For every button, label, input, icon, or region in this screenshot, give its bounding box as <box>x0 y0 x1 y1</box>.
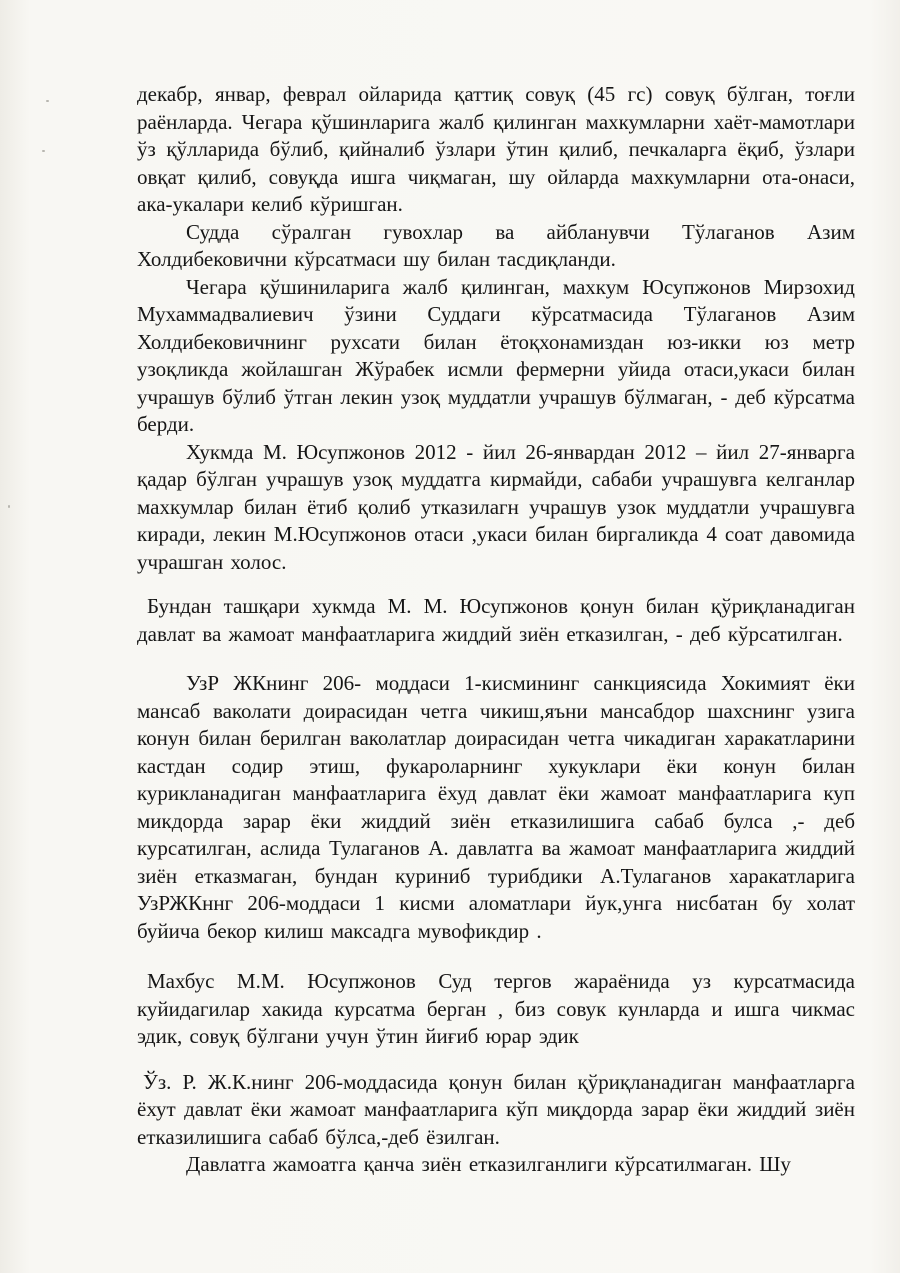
paragraph: Ўз. Р. Ж.К.нинг 206-моддасида қонун билан қўриқланадиган манфаатларга ёхут давлат ёки жамоат манфаатларига кўп миқдорда зарар ёки жиддий зиён етказилишига сабаб бўлса,-деб ёзилган. <box>137 1069 855 1149</box>
scan-speck <box>42 150 45 152</box>
scan-speck <box>8 505 10 508</box>
paragraph: Судда сўралган гувохлар ва айбланувчи Тўлаганов Азим Холдибековични кўрсатмаси шу билан тасдиқланди. <box>137 219 855 271</box>
paragraph: Чегара қўшиниларига жалб қилинган, махкум Юсупжонов Мирзохид Мухаммадвалиевич ўзини Суддаги кўрсатмасида Тўлаганов Азим Холдибековичнинг рухсати билан ётоқхонамиздан юз-икки юз метр узоқликда жойлашган Жўрабек исмли фермерни уйида отаси,укаси билан учрашув бўлиб ўтган лекин узоқ муддатли учрашув бўлмаган, - деб кўрсатма берди. <box>137 274 855 436</box>
paragraph: декабр, январ, феврал ойларида қаттиқ совуқ (45 гс) совуқ бўлган, тоғли раёнларда. Чегара қўшинларига жалб қилинган махкумларни хаёт-мамотлари ўз қўлларида бўлиб, қийналиб ўзлари ўтин қилиб, печкаларга ёқиб, ўзлари овқат қилиб, совуқда ишга чиқмаган, шу ойларда махкумларни ота-онаси, ака-укалари келиб кўришган. <box>137 82 855 216</box>
scan-speck <box>46 100 49 102</box>
paragraph: Бундан ташқари хукмда М. М. Юсупжонов қонун билан қўриқланадиган давлат ва жамоат манфаатларига жиддий зиён етказилган, - деб кўрсатилган. <box>137 594 855 646</box>
paragraph: УзР ЖКнинг 206- моддаси 1-кисмининг санкциясида Хокимият ёки мансаб ваколати доирасидан четга чикиш,яъни мансабдор шахснинг узига конун билан берилган ваколатлар доирасидан четга чикадиган харакатларини кастдан содир этиш, фукароларнинг хукуклари ёки конун билан курикланадиган манфаатларига ёхуд давлат ёки жамоат манфаатларига куп микдорда зарар ёки жиддий зиён етказилишига сабаб булса ,- деб курсатилган, аслида Тулаганов А. давлатга ва жамоат манфаатларига жиддий зиён етказмаган, бундан куриниб турибдики А.Тулаганов харакатларига УзРЖКннг 206-моддаси 1 кисми аломатлари йук,унга нисбатан бу холат буйича бекор килиш максадга мувофикдир . <box>137 671 855 943</box>
paragraph: Хукмда М. Юсупжонов 2012 - йил 26-январдан 2012 – йил 27-январга қадар бўлган учрашув узоқ муддатга кирмайди, сабаби учрашувга келганлар махкумлар билан ётиб қолиб утказилагн учрашув узок муддатли учрашувга киради, лекин М.Юсупжонов отаси ,укаси билан биргаликда 4 соат давомида учрашган холос. <box>137 439 855 574</box>
paragraph: Махбус М.М. Юсупжонов Суд тергов жараёнида уз курсатмасида куйидагилар хакида курсатма берган , биз совук кунларда и ишга чикмас эдик, совуқ бўлгани учун ўтин йиғиб юрар эдик <box>137 969 855 1048</box>
document-body <box>137 81 855 1179</box>
paragraph: Давлатга жамоатга қанча зиён етказилганлиги кўрсатилмаган. Шу <box>186 1152 791 1176</box>
